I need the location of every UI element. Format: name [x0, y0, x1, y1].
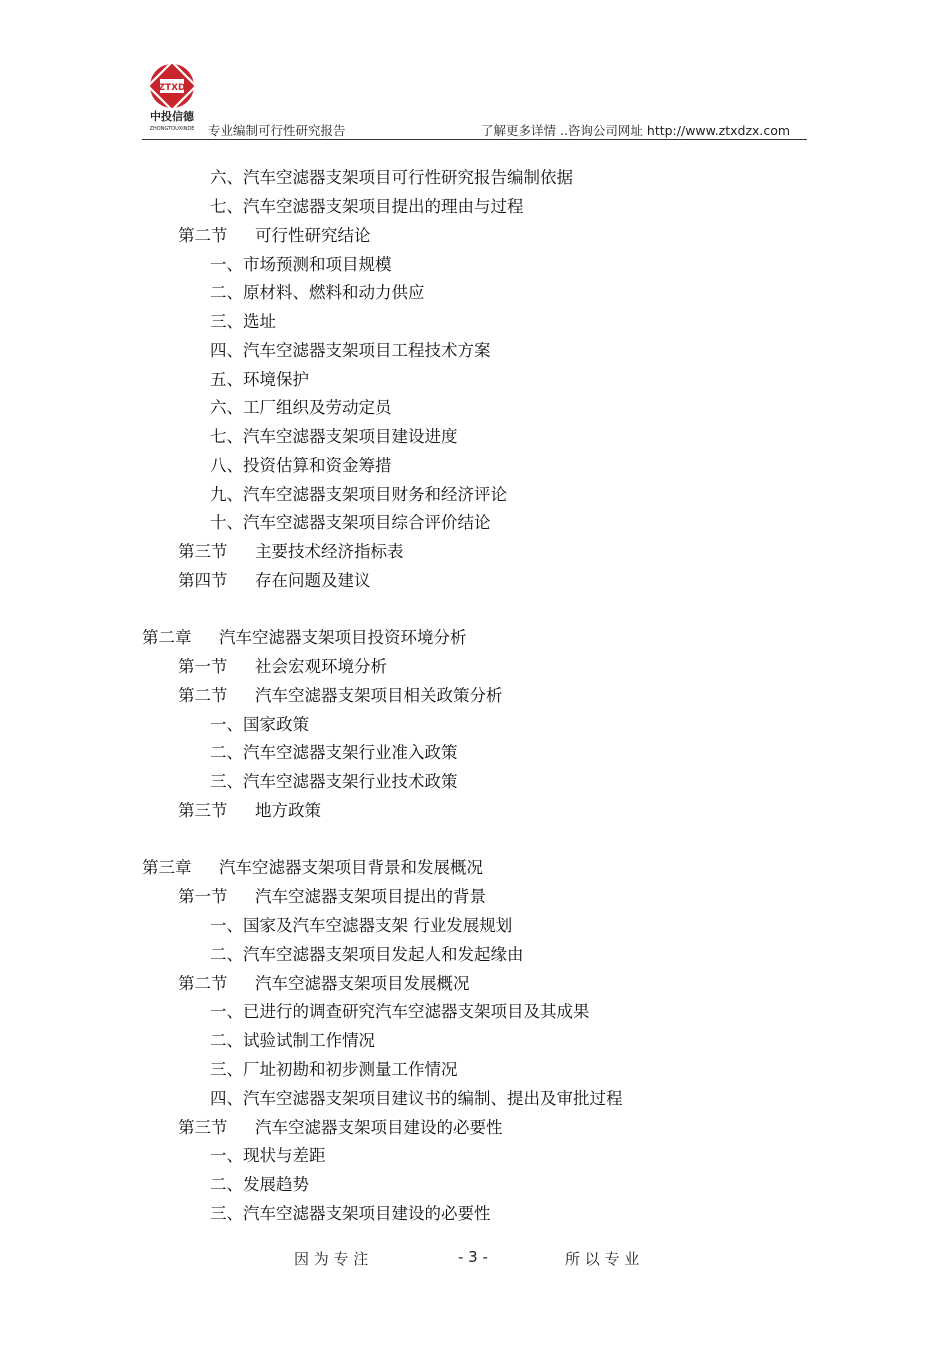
toc-chapter: 第二章 汽车空滤器支架项目投资环境分析: [142, 628, 467, 647]
toc-item: 十、汽车空滤器支架项目综合评价结论: [210, 513, 491, 532]
toc-section: 第三节 主要技术经济指标表: [178, 542, 404, 561]
toc-item: 二、发展趋势: [210, 1175, 309, 1194]
toc-section: 第二节 汽车空滤器支架项目发展概况: [178, 974, 470, 993]
toc-section: 第三节 地方政策: [178, 801, 321, 820]
toc-section: 第二节 可行性研究结论: [178, 226, 371, 245]
toc-item: 七、汽车空滤器支架项目提出的理由与过程: [210, 197, 524, 216]
footer-slogan-left: 因 为 专 注: [294, 1250, 369, 1268]
logo-name: 中投信德: [150, 110, 194, 123]
toc-item: 六、工厂组织及劳动定员: [210, 398, 392, 417]
header-tagline: 专业编制可行性研究报告: [208, 123, 346, 138]
toc-item: 八、投资估算和资金筹措: [210, 456, 392, 475]
toc-item: 一、已进行的调查研究汽车空滤器支架项目及其成果: [210, 1002, 590, 1021]
toc-item: 五、环境保护: [210, 370, 309, 389]
logo-subtitle: ZHONGTOUXINDE: [149, 126, 195, 132]
toc-item: 四、汽车空滤器支架项目建议书的编制、提出及审批过程: [210, 1089, 623, 1108]
toc-item: 一、国家及汽车空滤器支架 行业发展规划: [210, 916, 513, 935]
toc-item: 一、现状与差距: [210, 1146, 326, 1165]
header-contact: 了解更多详情 ..咨询公司网址 http://www.ztxdzx.com: [481, 123, 791, 138]
logo-mark: ZTXD: [158, 83, 186, 93]
toc-item: 七、汽车空滤器支架项目建设进度: [210, 427, 458, 446]
toc-item: 六、汽车空滤器支架项目可行性研究报告编制依据: [210, 168, 573, 187]
toc-item: 三、汽车空滤器支架项目建设的必要性: [210, 1204, 491, 1223]
page-number: - 3 -: [458, 1248, 488, 1266]
toc-item: 九、汽车空滤器支架项目财务和经济评论: [210, 485, 507, 504]
toc-section: 第一节 社会宏观环境分析: [178, 657, 387, 676]
toc-chapter: 第三章 汽车空滤器支架项目背景和发展概况: [142, 858, 483, 877]
toc-item: 一、市场预测和项目规模: [210, 255, 392, 274]
toc-item: 二、汽车空滤器支架项目发起人和发起缘由: [210, 945, 524, 964]
toc-section: 第三节 汽车空滤器支架项目建设的必要性: [178, 1118, 503, 1137]
toc-item: 二、原材料、燃料和动力供应: [210, 283, 425, 302]
footer-slogan-right: 所 以 专 业: [565, 1250, 640, 1268]
toc-section: 第一节 汽车空滤器支架项目提出的背景: [178, 887, 486, 906]
toc-item: 三、汽车空滤器支架行业技术政策: [210, 772, 458, 791]
toc-item: 二、汽车空滤器支架行业准入政策: [210, 743, 458, 762]
toc-item: 二、试验试制工作情况: [210, 1031, 375, 1050]
toc-section: 第四节 存在问题及建议: [178, 571, 371, 590]
toc-item: 一、国家政策: [210, 715, 309, 734]
toc-item: 四、汽车空滤器支架项目工程技术方案: [210, 341, 491, 360]
toc-item: 三、选址: [210, 312, 276, 331]
toc-item: 三、厂址初勘和初步测量工作情况: [210, 1060, 458, 1079]
toc-section: 第二节 汽车空滤器支架项目相关政策分析: [178, 686, 503, 705]
